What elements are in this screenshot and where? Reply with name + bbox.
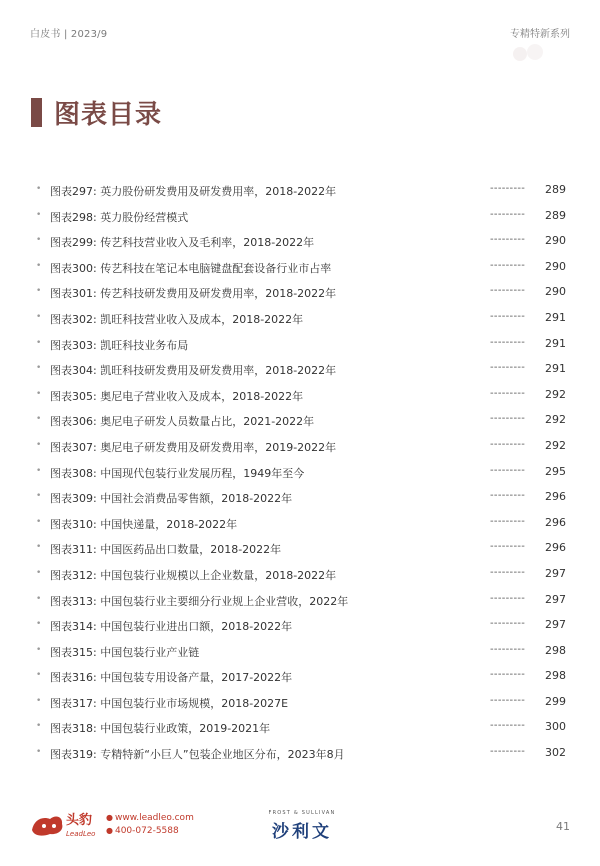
toc-item-leader: --------- — [490, 310, 526, 322]
toc-item[interactable] — [30, 361, 570, 387]
phone-icon: ● — [106, 825, 113, 835]
toc-item-page: 292 — [545, 438, 566, 452]
toc-item-leader: --------- — [490, 464, 526, 476]
bullet-icon: • — [36, 388, 42, 399]
toc-item-page: 299 — [545, 694, 566, 708]
toc-item-label: 图表315: 中国包装行业产业链 — [50, 645, 200, 659]
toc-item-label: 图表301: 传艺科技研发费用及研发费用率，2018-2022年 — [50, 287, 337, 301]
toc-item-page: 297 — [545, 566, 566, 580]
page-title-block — [31, 97, 163, 130]
toc-item-page: 290 — [545, 234, 566, 248]
toc-item-page: 290 — [545, 259, 566, 273]
page-number: 41 — [556, 820, 570, 833]
footer-contact — [106, 812, 194, 837]
toc-item-label: 图表299: 传艺科技营业收入及毛利率，2018-2022年 — [50, 236, 315, 250]
watermark-icon — [511, 42, 545, 64]
toc-item[interactable] — [30, 515, 570, 541]
toc-item-label: 图表305: 奥尼电子营业收入及成本，2018-2022年 — [50, 389, 304, 403]
logo-subtext: LeadLeo — [66, 830, 96, 838]
toc-item-page: 300 — [545, 720, 566, 734]
toc-item-label: 图表303: 凯旺科技业务布局 — [50, 338, 189, 352]
toc-item-leader: --------- — [490, 515, 526, 527]
toc-item-leader: --------- — [490, 362, 526, 374]
bullet-icon: • — [36, 209, 42, 220]
header-right-text: 专精特新系列 — [510, 29, 570, 40]
toc-item-page: 292 — [545, 413, 566, 427]
header-left-text: 白皮书 | 2023/9 — [30, 29, 108, 40]
toc-item-page: 289 — [545, 183, 566, 196]
toc-item-label: 图表311: 中国医药品出口数量，2018-2022年 — [50, 543, 282, 557]
toc-item[interactable] — [30, 182, 570, 208]
toc-item-leader: --------- — [490, 234, 526, 246]
toc-item-page: 296 — [545, 515, 566, 529]
toc-item-leader: --------- — [490, 285, 526, 297]
toc-item-leader: --------- — [490, 387, 526, 399]
toc-item[interactable] — [30, 592, 570, 618]
bullet-icon: • — [36, 363, 42, 374]
toc-item[interactable] — [30, 643, 570, 669]
partner-logo-main: 沙利文 — [272, 822, 332, 842]
toc-item-page: 295 — [545, 464, 566, 478]
toc-item-label: 图表310: 中国快递量，2018-2022年 — [50, 517, 238, 531]
toc-item-page: 296 — [545, 490, 566, 504]
bullet-icon: • — [36, 593, 42, 604]
bullet-icon: • — [36, 260, 42, 271]
title-accent-bar — [31, 98, 42, 127]
toc-item[interactable] — [30, 387, 570, 413]
toc-item-label: 图表312: 中国包装行业规模以上企业数量，2018-2022年 — [50, 568, 337, 582]
toc-item-page: 297 — [545, 592, 566, 606]
bullet-icon: • — [36, 465, 42, 476]
toc-item-page: 291 — [545, 362, 566, 376]
toc-item-page: 289 — [545, 208, 566, 222]
toc-item-label: 图表304: 凯旺科技研发费用及研发费用率，2018-2022年 — [50, 364, 337, 378]
bullet-icon: • — [36, 721, 42, 732]
toc-item-leader: --------- — [490, 746, 526, 758]
bullet-icon: • — [36, 286, 42, 297]
toc-item-label: 图表307: 奥尼电子研发费用及研发费用率，2019-2022年 — [50, 440, 337, 454]
toc-item-label: 图表306: 奥尼电子研发人员数量占比，2021-2022年 — [50, 415, 315, 429]
toc-item-leader: --------- — [490, 694, 526, 706]
bullet-icon: • — [36, 567, 42, 578]
footer-phone: 400-072-5588 — [114, 825, 179, 836]
toc-item-page: 291 — [545, 310, 566, 324]
toc-item[interactable] — [30, 438, 570, 464]
toc-item[interactable] — [30, 259, 570, 285]
toc-item-label: 图表313: 中国包装行业主要细分行业规上企业营收，2022年 — [50, 594, 349, 608]
bullet-icon: • — [36, 747, 42, 758]
toc-item-page: 298 — [545, 643, 566, 657]
toc-item-page: 297 — [545, 618, 566, 632]
toc-item-page: 291 — [545, 336, 566, 350]
toc-item-leader: --------- — [490, 720, 526, 732]
bullet-icon: • — [36, 516, 42, 527]
bullet-icon: • — [36, 337, 42, 348]
page-title: 图表目录 — [54, 99, 163, 130]
toc-item-leader: --------- — [490, 541, 526, 553]
toc-item[interactable] — [30, 208, 570, 234]
bullet-icon: • — [36, 619, 42, 630]
bullet-icon: • — [36, 311, 42, 322]
toc-item-label: 图表316: 中国包装专用设备产量，2017-2022年 — [50, 671, 293, 685]
bullet-icon: • — [36, 491, 42, 502]
toc-item-leader: --------- — [490, 592, 526, 604]
toc-item-label: 图表319: 专精特新“小巨人”包装企业地区分布，2023年8月 — [50, 748, 345, 762]
web-icon: ● — [106, 813, 113, 822]
toc-item[interactable] — [30, 310, 570, 336]
toc-item-page: 296 — [545, 541, 566, 555]
footer-website: www.leadleo.com — [114, 813, 194, 823]
toc-item[interactable] — [30, 745, 570, 771]
toc-item-label: 图表298: 英力股份经营模式 — [50, 210, 189, 224]
toc-item-page: 292 — [545, 387, 566, 401]
toc-item-leader: --------- — [490, 643, 526, 655]
bullet-icon: • — [36, 439, 42, 450]
toc-item[interactable] — [30, 566, 570, 592]
leadleo-logo — [30, 808, 104, 840]
toc-item-label: 图表300: 传艺科技在笔记本电脑键盘配套设备行业市占率 — [50, 261, 332, 275]
toc-item-leader: --------- — [490, 490, 526, 502]
partner-logo-top: FROST & SULLIVAN — [268, 810, 336, 816]
toc-item-page: 290 — [545, 285, 566, 299]
toc-item-leader: --------- — [490, 618, 526, 630]
toc-item-leader: --------- — [490, 438, 526, 450]
logo-text: 头豹 — [66, 813, 93, 828]
toc-item[interactable] — [30, 694, 570, 720]
bullet-icon: • — [36, 670, 42, 681]
toc-item-page: 298 — [545, 669, 566, 683]
toc-item[interactable] — [30, 719, 570, 745]
toc-item[interactable] — [30, 540, 570, 566]
toc-item-page: 302 — [545, 746, 566, 760]
toc-item-label: 图表317: 中国包装行业市场规模，2018-2027E — [50, 696, 289, 710]
toc-item-leader: --------- — [490, 669, 526, 681]
bullet-icon: • — [36, 235, 42, 246]
toc-item[interactable] — [30, 336, 570, 362]
toc-item[interactable] — [30, 412, 570, 438]
toc-item[interactable] — [30, 668, 570, 694]
toc-list — [30, 182, 570, 771]
toc-item-leader: --------- — [490, 336, 526, 348]
toc-item[interactable] — [30, 464, 570, 490]
toc-item-label: 图表314: 中国包装行业进出口额，2018-2022年 — [50, 620, 293, 634]
toc-item-label: 图表297: 英力股份研发费用及研发费用率，2018-2022年 — [50, 185, 337, 198]
toc-item-leader: --------- — [490, 259, 526, 271]
toc-item-label: 图表308: 中国现代包装行业发展历程，1949年至今 — [50, 466, 305, 480]
toc-item[interactable] — [30, 284, 570, 310]
toc-item-label: 图表318: 中国包装行业政策，2019-2021年 — [50, 722, 271, 736]
bullet-icon: • — [36, 184, 42, 194]
bullet-icon: • — [36, 644, 42, 655]
toc-item[interactable] — [30, 233, 570, 259]
toc-item-label: 图表309: 中国社会消费品零售额，2018-2022年 — [50, 492, 293, 506]
toc-item[interactable] — [30, 617, 570, 643]
bullet-icon: • — [36, 695, 42, 706]
toc-item-leader: --------- — [490, 208, 526, 220]
toc-item-label: 图表302: 凯旺科技营业收入及成本，2018-2022年 — [50, 312, 304, 326]
bullet-icon: • — [36, 414, 42, 425]
toc-item-leader: --------- — [490, 183, 526, 194]
toc-item[interactable] — [30, 489, 570, 515]
toc-item-leader: --------- — [490, 566, 526, 578]
toc-item-leader: --------- — [490, 413, 526, 425]
bullet-icon: • — [36, 542, 42, 553]
